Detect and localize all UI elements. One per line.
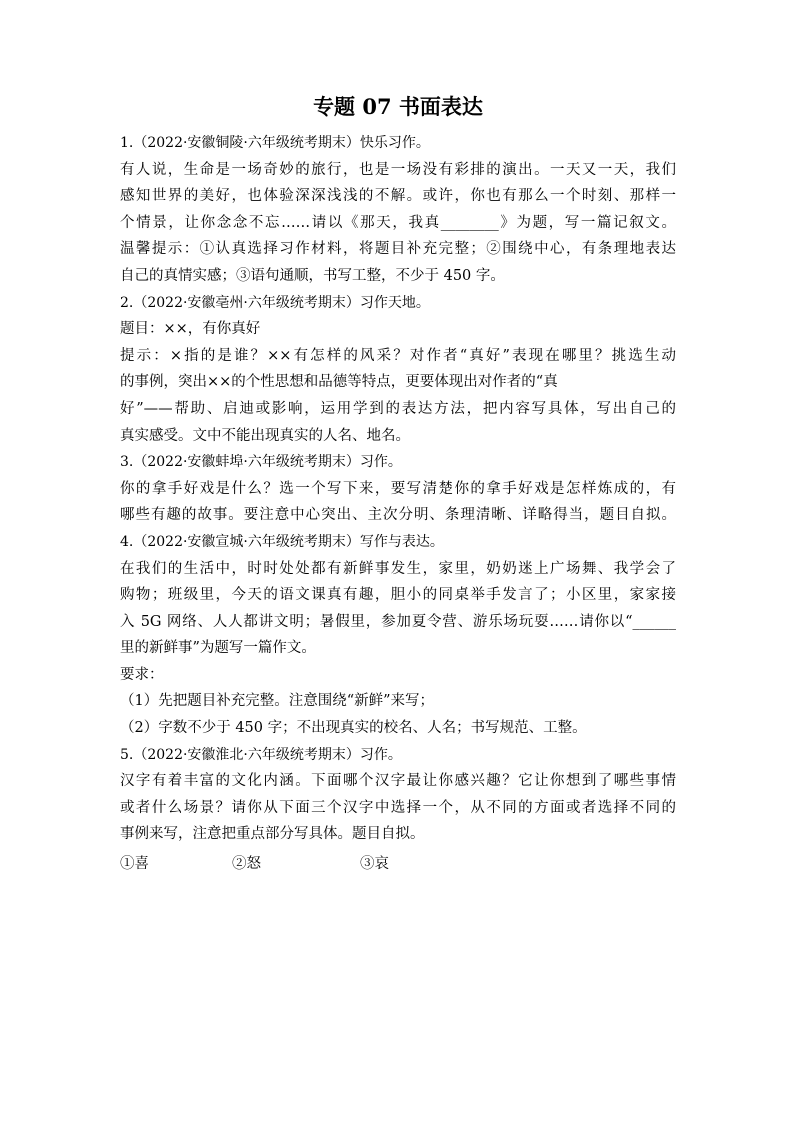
- question-text-line: 好”——帮助、启迪或影响，运用学到的表达方法，把内容写具体，写出自己的: [120, 400, 676, 417]
- option-ai: ③哀: [360, 856, 389, 873]
- question-5: [120, 742, 676, 884]
- document-page: [120, 92, 676, 884]
- question-text-line: 温馨提示：①认真选择习作材料，将题目补充完整；②围绕中心，有条理地表达: [120, 241, 676, 258]
- question-text-line: 你的拿手好戏是什么？选一个写下来，要写清楚你的拿手好戏是怎样炼成的，有: [120, 480, 676, 497]
- requirement-item: （2）字数不少于 450 字；不出现真实的校名、人名；书写规范、工整。: [120, 720, 587, 737]
- question-text-line: 自己的真情实感；③语句通顺，书写工整，不少于 450 字。: [120, 267, 505, 284]
- question-text-line: 要求：: [120, 666, 164, 683]
- question-heading: 3.（2022·安徽蚌埠·六年级统考期末）习作。: [120, 454, 402, 471]
- character-options: [120, 848, 676, 884]
- question-text-line: 有人说，生命是一场奇妙的旅行，也是一场没有彩排的演出。一天又一天，我们: [120, 161, 676, 178]
- question-text-line: 在我们的生活中，时时处处都有新鲜事发生，家里，奶奶迷上广场舞、我学会了: [120, 560, 676, 577]
- question-text-line: 或者什么场景？请你从下面三个汉字中选择一个，从不同的方面或者选择不同的: [120, 799, 676, 816]
- question-text-line: 题目：××，有你真好: [120, 321, 261, 338]
- question-heading: 5.（2022·安徽淮北·六年级统考期末）习作。: [120, 746, 402, 763]
- question-text-line: 里的新鲜事”为题写一篇作文。: [120, 640, 316, 657]
- question-heading: 4.（2022·安徽宣城·六年级统考期末）写作与表达。: [120, 533, 444, 550]
- question-text-line: 入 5G 网络、人人都讲文明；暑假里，参加夏令营、游乐场玩耍……请你以“______: [120, 613, 676, 630]
- question-text-line: 汉字有着丰富的文化内涵。下面哪个汉字最让你感兴趣？它让你想到了哪些事情: [120, 773, 676, 790]
- question-text-line: 真实感受。文中不能出现真实的人名、地名。: [120, 427, 410, 444]
- question-2: [120, 290, 676, 450]
- question-text-line: 事例来写，注意把重点部分写具体。题目自拟。: [120, 826, 425, 843]
- question-text-line: 感知世界的美好，也体验深深浅浅的不解。或许，你也有那么一个时刻、那样一: [120, 188, 676, 205]
- question-text-line: 的事例，突出××的个性思想和品德等特点，更要体现出对作者的“真: [120, 374, 558, 391]
- question-text-line: 个情景，让你念念不忘……请以《那天，我真________》为题，写一篇记叙文。: [120, 214, 676, 231]
- question-text-line: 购物；班级里，今天的语文课真有趣，胆小的同桌举手发言了；小区里，家家接: [120, 587, 676, 604]
- question-4: [120, 529, 676, 742]
- option-nu: ②怒: [232, 856, 261, 873]
- page-title: 专题 07 书面表达: [313, 94, 483, 119]
- question-3: [120, 449, 676, 529]
- requirement-item: （1）先把题目补充完整。注意围绕“新鲜”来写；: [120, 693, 435, 710]
- question-heading: 2.（2022·安徽亳州·六年级统考期末）习作天地。: [120, 294, 430, 311]
- question-text-line: 哪些有趣的故事。要注意中心突出、主次分明、条理清晰、详略得当，题目自拟。: [120, 507, 676, 524]
- question-text-line: 提示：×指的是谁？××有怎样的风采？对作者“真好”表现在哪里？挑选生动: [120, 347, 676, 364]
- option-xi: ①喜: [120, 856, 149, 873]
- question-1: [120, 130, 676, 290]
- question-heading: 1.（2022·安徽铜陵·六年级统考期末）快乐习作。: [120, 135, 430, 151]
